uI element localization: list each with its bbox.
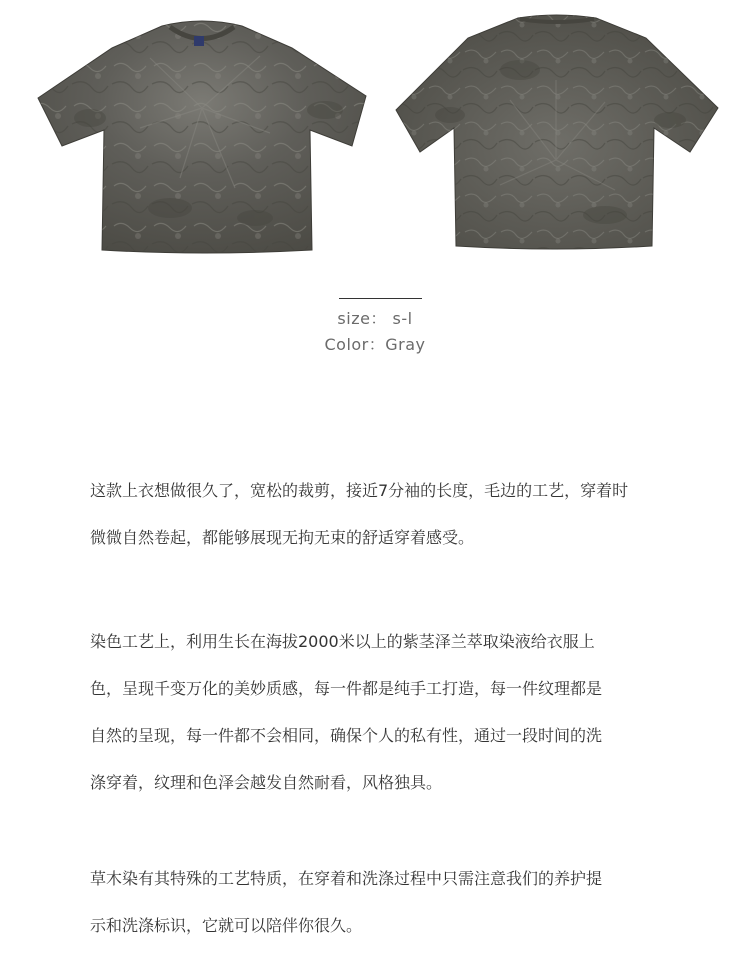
paragraph-line: 微微自然卷起，都能够展现无拘无束的舒适穿着感受。 — [90, 528, 475, 547]
shirt-back-image — [390, 10, 725, 255]
description-paragraph-3 — [90, 855, 690, 949]
size-spec: size： s-l — [337, 309, 413, 328]
paragraph-line: 涤穿着，纹理和色泽会越发自然耐看，风格独具。 — [90, 773, 443, 792]
description-paragraph-1 — [90, 467, 690, 561]
paragraph-line: 这款上衣想做很久了，宽松的裁剪，接近7分袖的长度，毛边的工艺，穿着时 — [90, 481, 629, 500]
paragraph-line: 示和洗涤标识，它就可以陪伴你很久。 — [90, 916, 363, 935]
paragraph-line: 染色工艺上，利用生长在海拔2000米以上的紫茎泽兰萃取染液给衣服上 — [90, 632, 595, 651]
color-spec: Color：Gray — [324, 335, 426, 354]
paragraph-line: 色，呈现千变万化的美妙质感，每一件都是纯手工打造，每一件纹理都是 — [90, 679, 603, 698]
brand-label — [194, 36, 204, 46]
shirt-front-image — [30, 18, 375, 258]
paragraph-line: 自然的呈现，每一件都不会相同，确保个人的私有性，通过一段时间的洗 — [90, 726, 603, 745]
spec-divider — [339, 298, 422, 299]
paragraph-line: 草木染有其特殊的工艺特质，在穿着和洗涤过程中只需注意我们的养护提 — [90, 869, 603, 888]
description-paragraph-2 — [90, 618, 690, 806]
